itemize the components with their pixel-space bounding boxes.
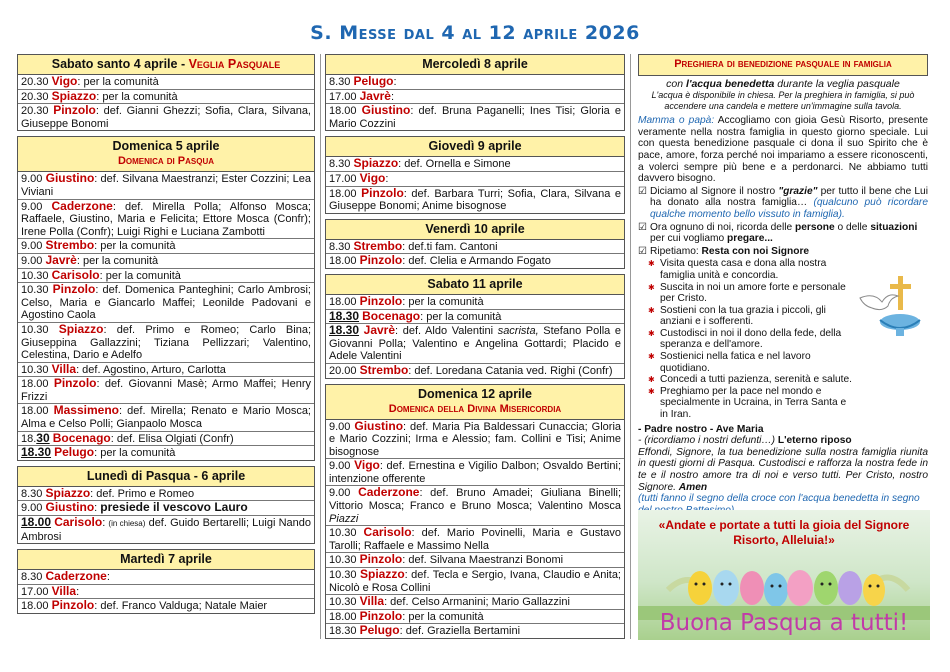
day-header [326,275,624,295]
mass-row [326,324,624,364]
mass-time: 17.00 [329,90,357,103]
mass-place: Pelugo [353,74,394,88]
mass-time: 20.00 [329,364,357,377]
mass-time: 10.30 [329,569,357,582]
mass-intention: : def. Bruno Amadei; Giuliana Binelli; Vittorio Mosca; Franco e Bruno Mosca; Valentino Mosca [329,487,622,513]
mass-place: Strembo [359,362,409,377]
mass-row [326,595,624,610]
day-box [17,136,315,460]
mass-row [326,310,624,325]
mass-row [18,404,314,431]
day-box [17,54,315,131]
mass-place: Spiazzo [51,88,97,103]
mass-time: 8.30 [21,571,43,584]
mass-row [18,239,314,254]
mass-place: Spiazzo [353,156,399,171]
easter-greeting: Buona Pasqua a tutti! [659,610,909,636]
mass-place: Vigo [354,458,380,473]
mass-time: 10.30 [21,269,49,282]
day-header [326,385,624,420]
day-box [325,136,625,213]
mass-intention: : def. Bruna Paganelli; Ines Tisi; Gloria e Mario Cozzini [329,105,621,130]
day-title: Domenica 12 aprile [418,386,532,401]
mass-time: 18.00 [329,105,357,118]
mass-place: Pinzolo [51,598,95,613]
mass-intention: : def. Ernestina e Vigilio Dalbon; Osvaldo Bertini; intenzione offerente [329,460,621,485]
prayer-intentions [648,258,853,420]
prayer-intention: ✱ Visita questa casa e dona alla nostra famiglia unità e concordia. [648,258,853,281]
mass-intention: : per la comunità [402,610,484,623]
prayer-intention: ✱ Custodisci in noi il dono della fede, della speranza e dell'amore. [648,328,853,351]
mass-place: Javrè [45,252,77,267]
mass-intention: : def. Primo e Romeo [90,487,195,500]
mass-row [18,501,314,516]
mass-time: 9.00 [21,240,43,253]
mass-time: 10.30 [329,596,357,609]
mass-row [18,254,314,269]
easter-banner [638,510,930,640]
mass-intention: : def. Ornella e Simone [398,158,511,171]
mass-place: Villa [359,594,385,609]
mass-intention: : def. Tecla e Sergio, Ivana, Claudio e Anita; Nicolò e Rosa Collini [329,569,621,594]
mass-place: Pelugo [54,445,95,460]
mass-intention: : [385,172,389,185]
prayer-step-3: ☑ Ripetiamo: Resta con noi Signore [638,246,928,258]
mass-intention: def. Guido Bertarelli; Luigi Nando Ambrosi [21,517,311,543]
mass-intention: : per la comunità [96,90,178,103]
day-header [18,550,314,570]
mass-time: 20.30 [21,76,49,88]
mass-time: 9.00 [329,460,351,473]
mass-place: Carisolo [363,525,412,540]
mass-row [18,323,314,363]
mass-intention: : per la comunità [420,310,502,323]
mass-place: Giustino [45,171,95,186]
mass-intention: : def.ti fam. Cantoni [402,240,498,253]
mass-place: Pinzolo [359,253,403,268]
mass-place: Giustino [361,103,411,118]
mass-row [18,516,314,543]
day-box [17,466,315,544]
schedule-column-1 [17,54,315,619]
prayer-intention: ✱ Concedi a tutti pazienza, serenità e salute. [648,374,853,386]
day-title: Sabato 11 aprile [427,276,523,291]
mass-time: 9.00 [21,502,43,515]
mass-intention: : [76,585,80,598]
mass-place: Caderzone [45,569,107,584]
mass-intention: : per la comunità [94,240,176,253]
mass-row [18,585,314,600]
mass-intention: : per la comunità [99,269,181,282]
mass-row [18,104,314,130]
mass-row [326,75,624,90]
prayer-section [638,54,928,516]
mass-row [326,254,624,268]
mass-time: 18.00 [21,378,49,391]
mass-intention: : [94,502,101,515]
padre-nostro-line: - Padre nostro - Ave Maria [638,423,764,435]
mass-place: Giustino [45,500,95,515]
mass-time: 9.00 [21,173,43,186]
mass-row [326,104,624,130]
mass-intention: : def. Silvana Maestranzi Bonomi [402,554,564,567]
mass-row [18,446,314,460]
mass-intention: : [106,571,110,584]
mass-place: Strembo [353,238,403,253]
prayer-intention: ✱ Sostieni con la tua grazia i piccoli, gli anziani e i sofferenti. [648,305,853,328]
mass-time: 10.30 [329,527,357,540]
mass-intention: : def. Graziella Bertamini [399,625,521,638]
prayer-note: L'acqua è disponibile in chiesa. Per la preghiera in famiglia, si può accendere una candela e mettere un'immagine sulla tavola. [651,90,915,111]
mass-place: Spiazzo [58,321,104,336]
day-title: Martedì 7 aprile [120,552,212,567]
mass-row [326,610,624,625]
day-box [325,274,625,379]
mass-intention: : [390,90,395,103]
schedule-column-2 [325,54,625,644]
mass-intention: : def. Celso Armanini; Mario Gallazzini [384,596,570,609]
mass-intention: : per la comunità [402,295,484,308]
prayer-title: Preghiera di benedizione pasquale in famiglia [638,54,928,76]
separator: - [177,57,189,71]
mass-intention: : per la comunità [94,447,176,460]
mass-intention: : def. Agostino, Arturo, Carlotta [76,363,226,376]
prayer-intention: ✱ Sostienici nella fatica e nel lavoro quotidiano. [648,351,853,374]
mass-time: 17.00 [329,172,357,185]
mass-intention: : def. Domenica Panteghini; Carlo Ambrosi; Celso, Maria e Giancarlo Maffei; Leonilde Padovani e Agostino Caola [21,284,311,322]
column-divider [320,54,321,639]
mass-place: Spiazzo [45,485,91,500]
mass-time: 18.30 [329,625,357,638]
mass-intention: Stefano Polla e Giovanni Polla; Valentino e Angelina Gottardi; Placido e Adele Valentini [329,325,621,363]
column-divider [630,54,631,639]
mass-intention: : def. Primo e Romeo; Carlo Bina; Giuseppina Gallazzini; Tiziana Pellizzari; Valentino, Celestina, Dario e Adelfo [21,323,311,362]
mass-row [326,240,624,255]
mass-time: 8.30 [329,240,351,253]
mass-row [18,487,314,502]
mass-time: 9.00 [329,420,351,433]
mass-row [18,432,314,447]
mass-intention: : def. Loredana Catania ved. Righi (Confr) [408,364,613,377]
mass-intention: : def. Giovanni Masè; Armo Maffei; Henry Frizzi [21,378,311,403]
day-box [17,549,315,614]
mass-time: 18.30 [329,323,360,338]
day-header [18,55,314,75]
mass-intention: : [102,517,109,530]
mass-place: Villa [51,583,77,598]
mass-place: Massimeno [53,403,119,418]
mass-intention: : per la comunità [77,76,159,88]
mass-intention: : def. Franco Valduga; Natale Maier [94,600,268,613]
mass-intention: : def. Barbara Turri; Sofia, Clara, Silvana e Giuseppe Bonomi; Anime bisognose [329,187,622,213]
mass-time: 18. [21,432,37,445]
day-header [18,137,314,172]
mass-place: Vigo [359,170,386,185]
mass-row [326,624,624,638]
mass-place: Carisolo [54,515,103,530]
mass-intention: : def. Mirella; Renato e Mario Mosca; Alma e Celso Polli; Gianpaolo Mosca [21,405,311,431]
day-box [325,54,625,131]
mass-intention: : def. Gianni Ghezzi; Sofia, Clara, Silvana, Giuseppe Bonomi [21,105,311,130]
mass-time: 18.00 [21,405,49,418]
mass-intention: : def. Silvana Maestranzi; Ester Cozzini; Lea Viviani [21,173,311,198]
mass-row [326,187,624,213]
mass-place: Carisolo [51,267,100,282]
mass-intention: : def. Mirella Polla; Alfonso Mosca; Raffaele, Giustino, Maria e Felicita; Ettore Mosca (Confr); Irene Polla (Confr); Luigi Righi e Luciana Zambotti [21,200,311,238]
mass-place: Pinzolo [53,376,97,391]
mass-intention: : def. Aldo Valentini [395,325,498,338]
mass-time: 10.30 [21,363,49,376]
mass-time: 17.00 [21,585,49,598]
mass-place: Vigo [51,74,78,88]
mass-note: Piazzi [329,512,359,525]
day-box [325,219,625,269]
prayer-closing: Effondi, Signore, la tua benedizione sulla nostra famiglia riunita in questi giorni di Pasqua. Custodisci e rafforza la nostra fede in te e il nostro amore tra di noi e verso tutti. Per Cristo, nostro Signore. Amen [638,446,928,493]
mass-place: Javrè [359,88,391,103]
mass-intention: : def. Elisa Olgiati (Confr) [110,432,234,445]
mass-time: 9.00 [21,200,43,213]
day-title: Sabato santo 4 aprile [51,57,178,71]
mass-row [326,568,624,595]
mass-time: 8.30 [329,76,351,88]
day-header [326,55,624,75]
mass-place: Pinzolo [361,185,404,200]
mass-time: 30 [36,430,50,445]
mass-time: 18.00 [329,295,357,308]
mass-place: Bocenago [52,430,111,445]
mass-place: Caderzone [358,485,420,500]
mass-intention: : per la comunità [76,254,159,267]
prayer-intention: ✱ Suscita in noi un amore forte e personale per Cristo. [648,282,853,305]
mass-time: 18.00 [329,610,357,623]
mass-note: (in chiesa) [108,519,146,529]
prayer-intro: Mamma o papà: Accogliamo con gioia Gesù Risorto, presente veramente nella nostra famiglia in questo giorno speciale. Lui con questa benedizione pasquale ci dona il suo Spirito che è pace, amore, forza perché noi impariamo a essere riconoscenti, a volerci sempre più bene e a perdonarci. Ne abbiamo tutti davvero bisogno. [638,115,928,185]
mass-intention: : def. Maria Pia Baldessari Cunaccia; Gloria e Mario Cozzini; Irma e Alessio; fam. Collini e Tisi; Anime bisognose [329,420,622,458]
mass-row [326,553,624,568]
mass-time: 8.30 [21,487,43,500]
mass-row [18,363,314,378]
prayer-step-1: ☑ Diciamo al Signore il nostro "grazie" per tutto il bene che Lui ha donato alla nostra famiglia… (qualcuno può ricordare qualche momento bello vissuto in famiglia). [638,186,928,221]
mass-place: Giustino [354,418,404,433]
day-subtitle: Domenica della Divina Misericordia [388,402,562,415]
day-header [18,467,314,487]
mass-time: 18.00 [21,515,52,530]
mass-place: Pinzolo [359,293,403,308]
mass-place: Javrè [363,323,396,338]
prayer-intention: ✱ Preghiamo per la pace nel mondo e specialmente in Ucraina, in Terra Santa e in Iran. [648,386,853,421]
mass-row [326,459,624,486]
prayer-step-2: ☑ Ora ognuno di noi, ricorda delle persone o delle situazioni per cui vogliamo pregare... [638,222,928,245]
mass-place: Pinzolo [52,282,96,297]
mass-intention: : def. Mario Povinelli, Maria e Gustavo Tarolli; Raffaele e Massimo Nella [329,527,622,552]
mass-time: 18.00 [21,600,49,613]
mass-place: Pinzolo [359,552,403,567]
mass-place: Villa [51,361,77,376]
mass-place: Caderzone [51,198,113,213]
day-header [326,220,624,240]
mass-time: 9.00 [329,487,351,500]
mass-row [18,269,314,284]
mass-time: 10.30 [329,554,357,567]
mass-place: Strembo [45,238,95,253]
mass-place: Bocenago [362,308,421,323]
day-title: Domenica 5 aprile [112,139,220,154]
mass-row [326,295,624,310]
mass-time: 20.30 [21,105,49,118]
day-header [326,137,624,157]
day-title: Mercoledì 8 aprile [422,57,528,71]
mass-time: 9.00 [21,254,43,267]
mass-row [18,377,314,404]
mass-row [18,283,314,323]
prayer-sign-note: (tutti fanno il segno della croce con l'acqua benedetta in segno [638,493,920,505]
mass-row [326,486,624,526]
mass-row [18,90,314,105]
mass-note: sacrista, [497,325,539,338]
mass-time: 18.00 [329,255,357,268]
mass-time: 18.00 [329,187,357,200]
mass-place: Pinzolo [359,608,403,623]
mass-row [326,526,624,553]
mass-time: 18.30 [329,308,360,323]
easter-quote: «Andate e portate a tutti la gioia del Signore Risorto, Alleluia!» [658,518,910,547]
mass-row [326,420,624,460]
mass-note: presiede il vescovo Lauro [100,500,248,515]
mass-intention: : [393,76,397,88]
mass-row [326,364,624,378]
dove-cross-icon [856,268,926,338]
mass-row [326,90,624,105]
mass-time: 18.30 [21,445,52,460]
mass-row [18,200,314,240]
mass-row [326,157,624,172]
mass-row [18,75,314,90]
day-title: Venerdì 10 aprile [425,221,525,236]
mass-place: Pelugo [359,623,400,638]
mass-row [326,172,624,187]
mass-row [18,172,314,199]
day-title: Giovedì 9 aprile [428,139,522,154]
ricordo-defunti: - (ricordiamo i nostri defunti…) L'eterno riposo [638,435,852,447]
mass-time: 10.30 [21,284,49,297]
mass-time: 10.30 [21,323,49,336]
mass-place: Pinzolo [53,103,96,118]
prayer-subtitle: con l'acqua benedetta durante la veglia pasquale [666,77,900,90]
mass-place: Spiazzo [359,567,405,582]
day-title: Lunedì di Pasqua - 6 aprile [86,468,246,483]
page-title: S. Messe dal 4 al 12 aprile 2026 [310,22,640,44]
day-subtitle: Domenica di Pasqua [117,155,215,168]
day-box [325,384,625,640]
mass-intention: : def. Clelia e Armando Fogato [402,255,551,268]
mass-time: 20.30 [21,90,49,103]
day-subtitle: Veglia Pasquale [188,57,281,71]
mass-time: 8.30 [329,158,351,171]
mass-row [18,599,314,613]
mass-row [18,570,314,585]
